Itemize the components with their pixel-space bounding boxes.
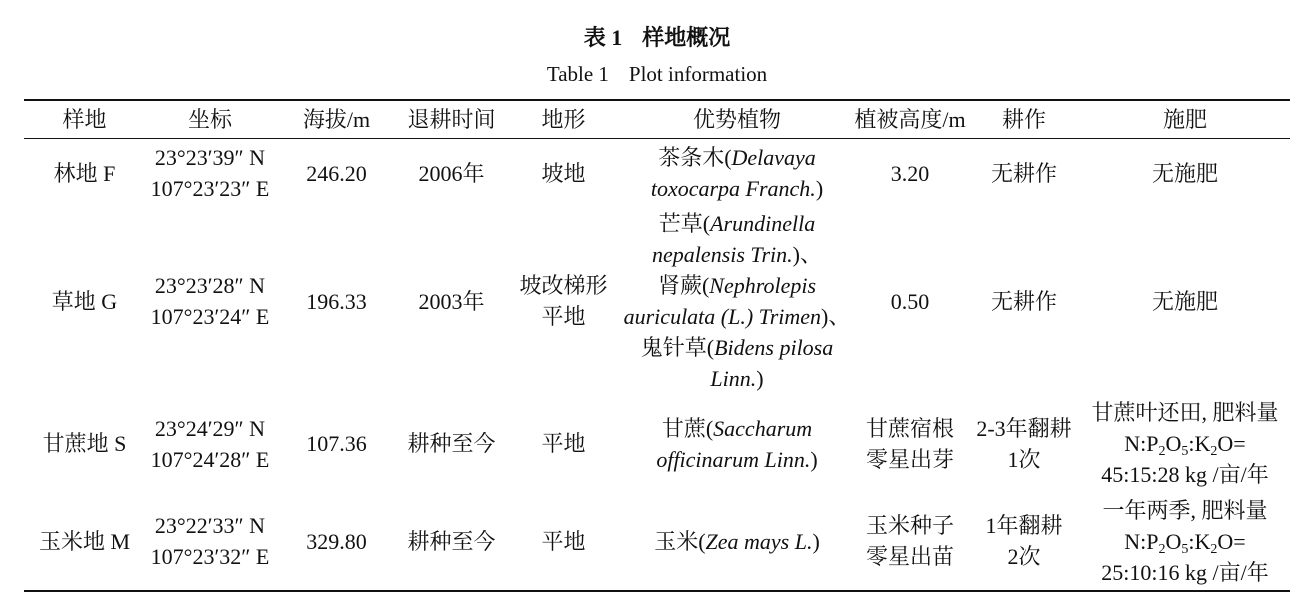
cell-coordinates-line bbox=[145, 173, 275, 204]
cell-terrain-text: 坡改梯形 bbox=[519, 273, 608, 298]
cell-coordinates-line bbox=[145, 541, 275, 572]
header-coordinates: 坐标 bbox=[145, 100, 275, 139]
cell-dominant-plants-text: ) bbox=[810, 446, 818, 472]
cell-abandonment-time bbox=[398, 395, 505, 492]
cell-altitude-line bbox=[275, 526, 398, 557]
cell-fertilization-text: 无施肥 bbox=[1151, 288, 1218, 314]
cell-fertilization-text: :K bbox=[1188, 431, 1211, 456]
cell-terrain bbox=[505, 395, 622, 492]
table-caption-english bbox=[24, 62, 1290, 86]
cell-vegetation-height bbox=[852, 492, 968, 591]
cell-plot-text: 草地 G bbox=[51, 288, 118, 314]
cell-terrain-line bbox=[505, 428, 622, 459]
cell-fertilization bbox=[1080, 395, 1290, 492]
cell-dominant-plants-text: Delavaya bbox=[731, 145, 816, 170]
table-caption-chinese bbox=[24, 26, 1290, 50]
cell-abandonment-time-text: 2006年 bbox=[418, 160, 485, 186]
header-row bbox=[24, 100, 1290, 139]
cell-tillage-text: 无耕作 bbox=[990, 288, 1057, 314]
cell-coordinates bbox=[145, 492, 275, 591]
cell-dominant-plants-line bbox=[622, 208, 852, 239]
cell-fertilization-text: O bbox=[1165, 431, 1182, 456]
cell-dominant-plants-text: ) bbox=[815, 176, 824, 201]
cell-terrain bbox=[505, 492, 622, 591]
cell-dominant-plants-text: auriculata (L.) Trimen bbox=[623, 304, 822, 329]
cell-dominant-plants-text: ) bbox=[756, 366, 764, 391]
cell-tillage-line bbox=[968, 413, 1080, 444]
cell-dominant-plants-text: Nephrolepis bbox=[709, 273, 817, 298]
cell-fertilization-text: 一年两季, 肥料量 bbox=[1102, 497, 1268, 523]
cell-fertilization-line bbox=[1080, 495, 1290, 526]
table-label-chinese: 表 1 bbox=[583, 25, 623, 50]
cell-vegetation-height-text: 零星出苗 bbox=[865, 544, 954, 569]
cell-tillage-line bbox=[968, 158, 1080, 189]
cell-dominant-plants bbox=[622, 207, 852, 395]
cell-tillage-line bbox=[968, 444, 1080, 475]
cell-terrain-line bbox=[505, 301, 622, 332]
cell-vegetation-height-text: 玉米种子 bbox=[865, 513, 954, 538]
cell-tillage bbox=[968, 207, 1080, 395]
cell-fertilization-text: 45:15:28 kg /亩/年 bbox=[1101, 462, 1269, 487]
cell-terrain-line bbox=[505, 158, 622, 189]
cell-altitude bbox=[275, 207, 398, 395]
cell-abandonment-time-text: 耕种至今 bbox=[407, 528, 496, 554]
cell-vegetation-height-line bbox=[852, 444, 968, 475]
cell-coordinates bbox=[145, 139, 275, 208]
cell-tillage-text: 无耕作 bbox=[990, 160, 1057, 186]
header-plot: 样地 bbox=[24, 100, 145, 139]
cell-fertilization-text: N:P bbox=[1124, 431, 1159, 456]
cell-altitude bbox=[275, 395, 398, 492]
table-title-chinese: 样地概况 bbox=[642, 25, 731, 50]
cell-fertilization-line bbox=[1080, 286, 1290, 317]
cell-fertilization-text: O= bbox=[1217, 528, 1246, 554]
cell-fertilization bbox=[1080, 492, 1290, 591]
cell-plot-line bbox=[24, 526, 145, 557]
cell-dominant-plants-line bbox=[622, 332, 852, 363]
cell-coordinates-line bbox=[145, 413, 275, 444]
cell-plot-text: 林地 F bbox=[53, 160, 116, 186]
cell-fertilization-text: N:P bbox=[1124, 528, 1159, 554]
cell-dominant-plants-text: officinarum Linn. bbox=[656, 446, 811, 472]
cell-dominant-plants-text: )、 bbox=[792, 242, 822, 267]
cell-dominant-plants-text: Saccharum bbox=[713, 415, 813, 441]
cell-tillage bbox=[968, 395, 1080, 492]
cell-vegetation-height-line bbox=[852, 413, 968, 444]
cell-fertilization bbox=[1080, 139, 1290, 208]
cell-fertilization-text: O= bbox=[1217, 431, 1246, 456]
cell-plot bbox=[24, 207, 145, 395]
cell-terrain-text: 平地 bbox=[541, 431, 586, 456]
cell-plot-text: 甘蔗地 S bbox=[42, 431, 127, 456]
cell-altitude-text: 246.20 bbox=[306, 160, 367, 186]
cell-dominant-plants bbox=[622, 139, 852, 208]
cell-tillage-line bbox=[968, 510, 1080, 541]
cell-fertilization-line bbox=[1080, 557, 1290, 588]
cell-vegetation-height-line bbox=[852, 541, 968, 572]
cell-plot bbox=[24, 492, 145, 591]
cell-fertilization-text: 无施肥 bbox=[1151, 160, 1218, 186]
cell-vegetation-height-text: 甘蔗宿根 bbox=[865, 415, 954, 441]
cell-fertilization-line bbox=[1080, 158, 1290, 189]
cell-coordinates-text: 107°24′28″ E bbox=[150, 446, 270, 472]
cell-fertilization-line bbox=[1080, 459, 1290, 490]
cell-dominant-plants-line bbox=[622, 413, 852, 444]
cell-plot bbox=[24, 395, 145, 492]
cell-plot bbox=[24, 139, 145, 208]
cell-dominant-plants-line bbox=[622, 239, 852, 270]
cell-dominant-plants-text: Linn. bbox=[710, 366, 757, 391]
cell-dominant-plants-text: 芒草( bbox=[658, 211, 711, 236]
cell-dominant-plants-text: )、 bbox=[821, 304, 851, 329]
cell-coordinates-line bbox=[145, 270, 275, 301]
cell-fertilization-subscript: 2 bbox=[1158, 541, 1166, 557]
cell-abandonment-time-text: 2003年 bbox=[418, 288, 485, 314]
cell-coordinates-text: 23°24′29″ N bbox=[154, 415, 266, 441]
cell-tillage-text: 2次 bbox=[1007, 544, 1041, 569]
cell-terrain-text: 平地 bbox=[541, 528, 586, 554]
cell-fertilization-line bbox=[1080, 397, 1290, 428]
cell-dominant-plants-line bbox=[622, 301, 852, 332]
cell-vegetation-height bbox=[852, 139, 968, 208]
cell-dominant-plants-text: ) bbox=[812, 528, 820, 554]
cell-dominant-plants-text: 玉米( bbox=[654, 528, 706, 554]
cell-coordinates bbox=[145, 207, 275, 395]
cell-dominant-plants-line bbox=[622, 142, 852, 173]
cell-fertilization-subscript: 2 bbox=[1158, 444, 1166, 459]
cell-altitude bbox=[275, 492, 398, 591]
cell-abandonment-time bbox=[398, 207, 505, 395]
table-label-english: Table 1 bbox=[546, 62, 609, 86]
cell-vegetation-height-line bbox=[852, 286, 968, 317]
cell-altitude-line bbox=[275, 158, 398, 189]
header-dominant-plants: 优势植物 bbox=[622, 100, 852, 139]
cell-fertilization bbox=[1080, 207, 1290, 395]
cell-fertilization-line bbox=[1080, 428, 1290, 459]
cell-abandonment-time bbox=[398, 139, 505, 208]
cell-coordinates-text: 23°23′39″ N bbox=[154, 145, 266, 170]
cell-dominant-plants-text: toxocarpa Franch. bbox=[650, 176, 816, 201]
header-altitude: 海拔/m bbox=[275, 100, 398, 139]
cell-dominant-plants-text: nepalensis Trin. bbox=[652, 242, 793, 267]
cell-dominant-plants-text: Arundinella bbox=[710, 211, 816, 236]
cell-plot-line bbox=[24, 286, 145, 317]
cell-coordinates-line bbox=[145, 301, 275, 332]
table-row bbox=[24, 139, 1290, 208]
header-terrain: 地形 bbox=[505, 100, 622, 139]
cell-plot-line bbox=[24, 158, 145, 189]
document-page bbox=[24, 0, 1290, 599]
cell-abandonment-time-line bbox=[398, 526, 505, 557]
cell-vegetation-height-line bbox=[852, 510, 968, 541]
cell-coordinates-line bbox=[145, 444, 275, 475]
cell-tillage-line bbox=[968, 541, 1080, 572]
cell-fertilization-text: O bbox=[1165, 528, 1182, 554]
cell-abandonment-time-line bbox=[398, 286, 505, 317]
cell-dominant-plants-text: Bidens pilosa bbox=[714, 335, 834, 360]
cell-tillage bbox=[968, 139, 1080, 208]
cell-fertilization-line bbox=[1080, 526, 1290, 557]
cell-coordinates-text: 107°23′32″ E bbox=[150, 544, 270, 569]
cell-terrain-text: 坡地 bbox=[541, 160, 586, 186]
cell-plot-text: 玉米地 M bbox=[38, 528, 131, 554]
cell-fertilization-subscript: 2 bbox=[1210, 444, 1218, 459]
cell-abandonment-time-line bbox=[398, 428, 505, 459]
cell-altitude-line bbox=[275, 286, 398, 317]
cell-coordinates-text: 107°23′23″ E bbox=[150, 176, 270, 201]
cell-terrain-text: 平地 bbox=[541, 304, 586, 329]
table-row bbox=[24, 492, 1290, 591]
cell-vegetation-height bbox=[852, 207, 968, 395]
cell-terrain-line bbox=[505, 270, 622, 301]
cell-vegetation-height bbox=[852, 395, 968, 492]
cell-coordinates-line bbox=[145, 142, 275, 173]
table-row bbox=[24, 207, 1290, 395]
cell-fertilization-text: 25:10:16 kg /亩/年 bbox=[1101, 559, 1269, 585]
cell-plot-line bbox=[24, 428, 145, 459]
cell-dominant-plants-text: 甘蔗( bbox=[661, 415, 714, 441]
cell-dominant-plants-line bbox=[622, 444, 852, 475]
cell-coordinates-text: 107°23′24″ E bbox=[150, 304, 270, 329]
cell-coordinates-text: 23°22′33″ N bbox=[154, 513, 266, 538]
cell-fertilization-text: 甘蔗叶还田, 肥料量 bbox=[1091, 400, 1279, 425]
table-row bbox=[24, 395, 1290, 492]
cell-abandonment-time bbox=[398, 492, 505, 591]
cell-dominant-plants-line bbox=[622, 526, 852, 557]
cell-altitude-line bbox=[275, 428, 398, 459]
cell-dominant-plants-line bbox=[622, 363, 852, 394]
cell-tillage-text: 2-3年翻耕 bbox=[976, 415, 1072, 441]
header-tillage: 耕作 bbox=[968, 100, 1080, 139]
cell-dominant-plants-text: 鬼针草( bbox=[640, 335, 715, 360]
header-fertilization: 施肥 bbox=[1080, 100, 1290, 139]
cell-vegetation-height-text: 0.50 bbox=[890, 288, 930, 314]
cell-vegetation-height-line bbox=[852, 158, 968, 189]
cell-coordinates-line bbox=[145, 510, 275, 541]
cell-tillage-text: 1年翻耕 bbox=[985, 513, 1063, 538]
cell-coordinates-text: 23°23′28″ N bbox=[154, 273, 266, 298]
plot-information-table bbox=[24, 99, 1290, 592]
cell-dominant-plants-text: 肾蕨( bbox=[657, 273, 710, 298]
cell-dominant-plants-line bbox=[622, 173, 852, 204]
table-title-english: Plot information bbox=[628, 62, 768, 86]
cell-fertilization-subscript: 5 bbox=[1181, 541, 1189, 557]
cell-altitude-text: 329.80 bbox=[306, 528, 367, 554]
cell-fertilization-text: :K bbox=[1188, 528, 1211, 554]
cell-terrain bbox=[505, 139, 622, 208]
cell-dominant-plants-text: Zea mays L. bbox=[705, 528, 813, 554]
cell-dominant-plants-line bbox=[622, 270, 852, 301]
header-vegetation-height: 植被高度/m bbox=[852, 100, 968, 139]
cell-tillage-line bbox=[968, 286, 1080, 317]
cell-tillage-text: 1次 bbox=[1007, 446, 1041, 472]
cell-abandonment-time-line bbox=[398, 158, 505, 189]
cell-abandonment-time-text: 耕种至今 bbox=[407, 431, 496, 456]
cell-dominant-plants-text: 茶条木( bbox=[658, 145, 732, 170]
header-abandonment-time: 退耕时间 bbox=[398, 100, 505, 139]
cell-vegetation-height-text: 3.20 bbox=[890, 160, 930, 186]
cell-dominant-plants bbox=[622, 492, 852, 591]
cell-altitude bbox=[275, 139, 398, 208]
cell-fertilization-subscript: 2 bbox=[1210, 541, 1218, 557]
cell-altitude-text: 107.36 bbox=[306, 431, 367, 456]
cell-coordinates bbox=[145, 395, 275, 492]
cell-tillage bbox=[968, 492, 1080, 591]
cell-dominant-plants bbox=[622, 395, 852, 492]
cell-vegetation-height-text: 零星出芽 bbox=[865, 446, 954, 472]
cell-terrain-line bbox=[505, 526, 622, 557]
cell-fertilization-subscript: 5 bbox=[1181, 444, 1189, 459]
cell-terrain bbox=[505, 207, 622, 395]
cell-altitude-text: 196.33 bbox=[306, 288, 367, 314]
